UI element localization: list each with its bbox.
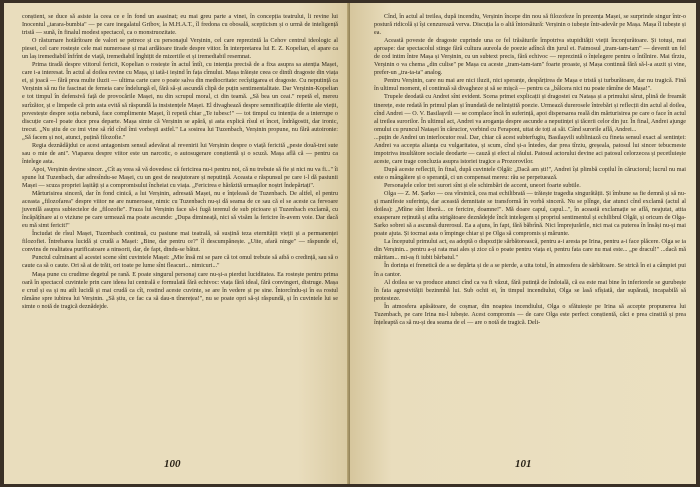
- paragraph: Pentru Verșinin, care nu mai are nici iluzii, nici speranțe, despărțirea de Mașa e tristă și turburătoare, dar nu tragică. Fină în ultimul moment, el continuă să divagheze și să se mișcă — pentru ca „bâlcera nici nu poate rămîne de Mașa!".: [374, 78, 686, 93]
- right-page: [350, 3, 696, 484]
- paragraph: conștient, se duce să asiste la ceea ce e în fond un asasinat; eu mai greu parte a vinei, în concepția teatrului, li revine lui Inocentul „tarara-bumbia" — pe care inegalatul Gribov, la M.H.A.T., îl fredona cu obosală, scepticism și o urmă de inteligență tristă — sună, în finalul modest spectacol, ca o monstruozitate.: [22, 14, 338, 37]
- paragraph: ...puțin de Andrei un interlocutor real. Dar, chiar că acest subterfugiu, Basilașvili subliniază cu fineta sensul exact al sentinței: Andrei va accepta alianța cu vulgaritatea, și scum, cînd și-a întedes, dar prea tîrziu, greșeala, patosul lui sincer tebucmeste impotriva insultătore sociale deodarte — cauză și efect al răului. Patosul actorului devine aci patosul celorzecea și pecetluiește aceste, care trage concluzia asupra istoriei tragice a Prozorovilor.: [374, 134, 686, 165]
- paragraph: În dorința ei frenetică de a se depărta și de a se pierde, a uita totul, în atmosfera de sărbătoare. Se strică în ei a câmpiei pui în a cantor.: [374, 263, 686, 278]
- paragraph: Înciudat de rîsul Mașei, Tuzenbach continuă, cu pasiune mai teatrală, să susțină teza eternității vieții și a permanenței filozofiei. Întrebarea lucidă și crudă a Mașei: „Bine, dar pentru ce?" îl descumpănește. „Uite, afară ninge" — răspunde el, convins de realitatea purificatoare a ninsorii, dar, de fapt, dindu-se bătut.: [22, 231, 338, 254]
- paragraph: Olga — Z. M. Șarko — cea vîrstnică, cea mai echilibrată — trăiește tragedia singurătății. Și îmbune sa fie demnă și să nu-și manifeste suferința, dar această demnitate se transformă în vorbă sinceră. Nu se plînge, dar atunci cînd exclamă (actul al doilea): „Mîine sînt liberă... ce fericire, doamne!". Mă doare capul, capul...", în această exclamație se află, neajutat, atita exasperare reținută și atîta strigătoare deznădejde încît intelegem și propriul sentimentul și echilibrul Olgăi, și oricum de Olga-Sarko sobrei să a ascunsă durerosul. Ea a ajuns, în fapt, fără băbrînă. Nici împrejurările, nici mai ca puterea în însăși nu-și mai poate ajuta. Și tocmai asta o împinge chiar și pe Olga să compromis și mărunte.: [374, 191, 686, 238]
- paragraph: Prima tiradă despre viitorul fericit, Kopelian o rostește în actul întîi, cu intenția precisă de a fixa asupra sa atenția Mașei, care i-a interesat. În actul al doilea revine cu Mașa, și iată-i ieșind în fața cîmului. Mașa trăiește ceea ce dintîi dragoste din viața ei, și joacă — fără prea multe iluzii — ultima carte care o poate salva din mediocritate: recîștigarea ei dragoste. Cu neputință ca Verșinin să nu fie fascinat de femeia care îndelungă el, fără să-și ascundă clipă de puțin sentimentalitate. Dar Verșinin-Kopelian e tot timpul în defensivă față de provocările Mașei, nu din scrupul moral, ci din teamă. „Să bea un ceai." repetă el, mereu surîzător, și e limpede că prin asta evită să răspundă la insistențele Mașei. El divaghează despre semnificațiile diferite ale vieții, povestește despre soția nebună, face complimente Mașei, îi repetă chiar „Te iubesc!" — tot timpul cu intenția de a interrupe o discuție care-l poate duce prea departe. Mașa simte că Verșinin se apără, și asta explică rîsul ei încet, îndrăgostit, dar ironic, trecut. „Nu știu de ce imi vine să rîd cînd îmi vorbești astfel." La sosirea lui Tuzenbach, Verșinin propune, nu fără autoironie: „Să facem și noi, atunci, puțină filozofie.": [22, 62, 338, 141]
- page-number: 100: [164, 458, 181, 470]
- page-number: 101: [515, 458, 532, 470]
- open-book: [4, 3, 696, 484]
- paragraph: Personajele celor trei surori sînt și ele schimbări de accent, uneori foarte subtile.: [384, 182, 581, 189]
- paragraph: O răsturnare hotărîtoare de valori se petrece și cu personajul Verșinin, cel care reprezintă la Cehov centrul ideologic al piesei, cel care rostește cele mai numeroase și mai ardătoare tirade despre viitor. În interpretarea lui E. Z. Kopelian, el apare ca un laș iremediabil înfrînt de viață, iremediabil înghițit de mizeriile ei și iremediabil resemnat.: [22, 38, 338, 61]
- left-page: [4, 3, 350, 484]
- paragraph: Cînd, în actul al treilea, după incendiu, Verșinin începe din nou să filozofeze în prezența Mașei, se surprinde singur într-o postură ridicolă și își cenzurează verva. Discuția la o altă întorsătură: Verșinin o iubește într-adevăr pe Mașa. Mașa îl iubește și ea.: [374, 14, 686, 37]
- paragraph: Această poveste de dragoste cuprinde una ce fel trăsăturile împotriva stupidității vieții înconjurătoare. Și totuși, mai aproape: dar spectacolul stinge fără cultura aureola de poezie adîncă din jurul ei. Faimosul „tram-tam-tam" — devenit un fel de cod intim între Mașa și Verșinin, cu un subtext precis, fără echivoc — reprezintă o înțelegere pentru o întîlnire. Mai tîrziu, Verșinin o va chema „din culise" pe Mașa cu aceste „tram-tam-tam" foarte proaste, și Mașa continuă fără să-l-a auzit și vine, prefer-un „tra-ta-ta" analog.: [374, 38, 686, 77]
- paragraph: În atmosfera apăsătoare, de coșmar, din noaptea incendiului, Olga o sfătuiește pe Irina să accepte propunerea lui Tuzenbach, pe care Irina nu-l iubește. Acest compromis — de care Olga este perfect conștientă, căci e prea cinstită și prea înțeleaptă ca să nu-și dea seama de el — are o notă de tragică. Deli-: [374, 303, 686, 326]
- paragraph: Regia deznădăjdui ce acest antagonism sensul adevărat al revenirii lui Verșinin despre o viață fericită „peste două-trei sute sau o mie de ani". Viaparea despre viitor este un narcotic, o autosugerare conștientă și o scuză. Mașa află că — pentru ca întelege asta.: [22, 142, 338, 165]
- paragraph: După aceste reflecții, în final, după cuvintele Olgăi: „Dacă am ști!", Andrei își plimbă copilul în căruciorul; lucrul nu mai este o mângâiere și o speranță, ci un compensat mereu: rău se perpetuează.: [374, 166, 686, 181]
- left-page-text: [22, 13, 338, 311]
- paragraph: La începutul primului act, ea adoptă o dispoziție sărbătorească, pentru a-i aresta pe Irina, pentru a-i face plăcere. Olga se ia din Verșinin... pentru a-și rata mai ales și zice că o poate pentru viața ei, pentru fata care nu mai este... „pe dracul!" ...dacă mă măritam... mi-aș fi iubit bărbatul.": [374, 239, 686, 262]
- paragraph: Mărturisirea sinceră, dar în fond cinică, a lui Verșinin, adresată Mașei, nu e înțeleasă de Tuzenbach. De altfel, el pentru aceasta „filozofarea" despre viitor ne are numeroase, nimic cu Tuzenbach nu-și dă seama de ce sau că el se aceste ca fervoare juvenilă asupra subiectelor de „filozofie". Fraza lui Verșinin face să-i fugă terenul de sub picioare și Tuzenbach exclamă, cu încăpățînare ai o viziune pe care urmează ma poate ascunde: „Dupa dimineață, nici să visăm la fericire în-avem voie. Dar dacă eu mă simt fericit!": [22, 191, 338, 230]
- paragraph: Al doilea se va produce atunci cînd ca va fi văzut, fără putință de îndoială, că ea este mai bine în inferiorele se gurubește în fata agresivității bezinmbă lui. Sub ochii ei, în timpul incendiului, Olga se lasă sfîșiată, dar supărată, incapabilă să protesteze.: [374, 279, 686, 302]
- paragraph: Trupele deodată cu Andrei sînt evident. Scena primei explicații și dragostei cu Natașa și a primului sărut, plină de freamăt tinerețe, este redată în primul plan și înundată de neliniștită poezie. Urmează durerosele întrebări și reflecții din actul al doilea, cînd Andrei — O. V. Basilașvili — se complace încă în suferință, apoi dispersarea reală din mărturisirea pe care o face în actul al treilea surorilor. În ultimul act, Andrei va aroganța despre ascunde a neputinței și tăcerii celor din jur. În final, Andrei ajunge omului cu pruncul Natașei în cărucior, vorbind cu Ferapont, uitat de toți ai săi. Când surorile află, Andrei...: [374, 94, 686, 133]
- paragraph: Punctul culminant al acestei scene sînt cuvintele Mașei: „Mie însă mi se pare că tot omul trebuie să aibă o credință, sau să o caute ca să o caute. Ori să ai de trăit, ori toate pe lume sînt fleacuri... nimicuri...": [22, 255, 338, 270]
- right-page-text: [374, 13, 686, 327]
- paragraph: Apoi, Verșinin devine sincer. „Cît aș vrea să vă dovedesc că fericirea nu-i pentru noi, că nu trebuie să fie și nici nu va fi..." îi spune lui Tuzenbach, dar adresîndu-se Mașei, cu un gest de neajutorare și neputință. Aceasta e răspunsul pe care i-l dă pasiunii Mașei — scuza propriei lașități și a compromisului încheiat cu viața. „Fericirea e hărăzită urmașilor noștri îndepărtați".: [22, 166, 338, 189]
- paragraph: Mașa pune cu crudime degetul pe rană. E poate singurul personaj care nu-și-a pierdut luciditatea. Ea rostește pentru prima oară în spectacol cuvintele prin care ideea lui centrală e formulată fără echivoc: viața fără ideal, fără convingeri, distruge. Mașa e crud și ea și nu atît lucidă și mai crudă ca cît, rostind aceste cuvinte, se are în vedere și pe sine. Întorcîndu-și în ea rostul rămâne spre iubirea lui Verșinin. „Să știu, ce fac ca să dau-n tînerețea!", nu se poate opri să-și răspundă, și în cuvintele lui se simte o notă de tragică deznădejde.: [22, 271, 338, 310]
